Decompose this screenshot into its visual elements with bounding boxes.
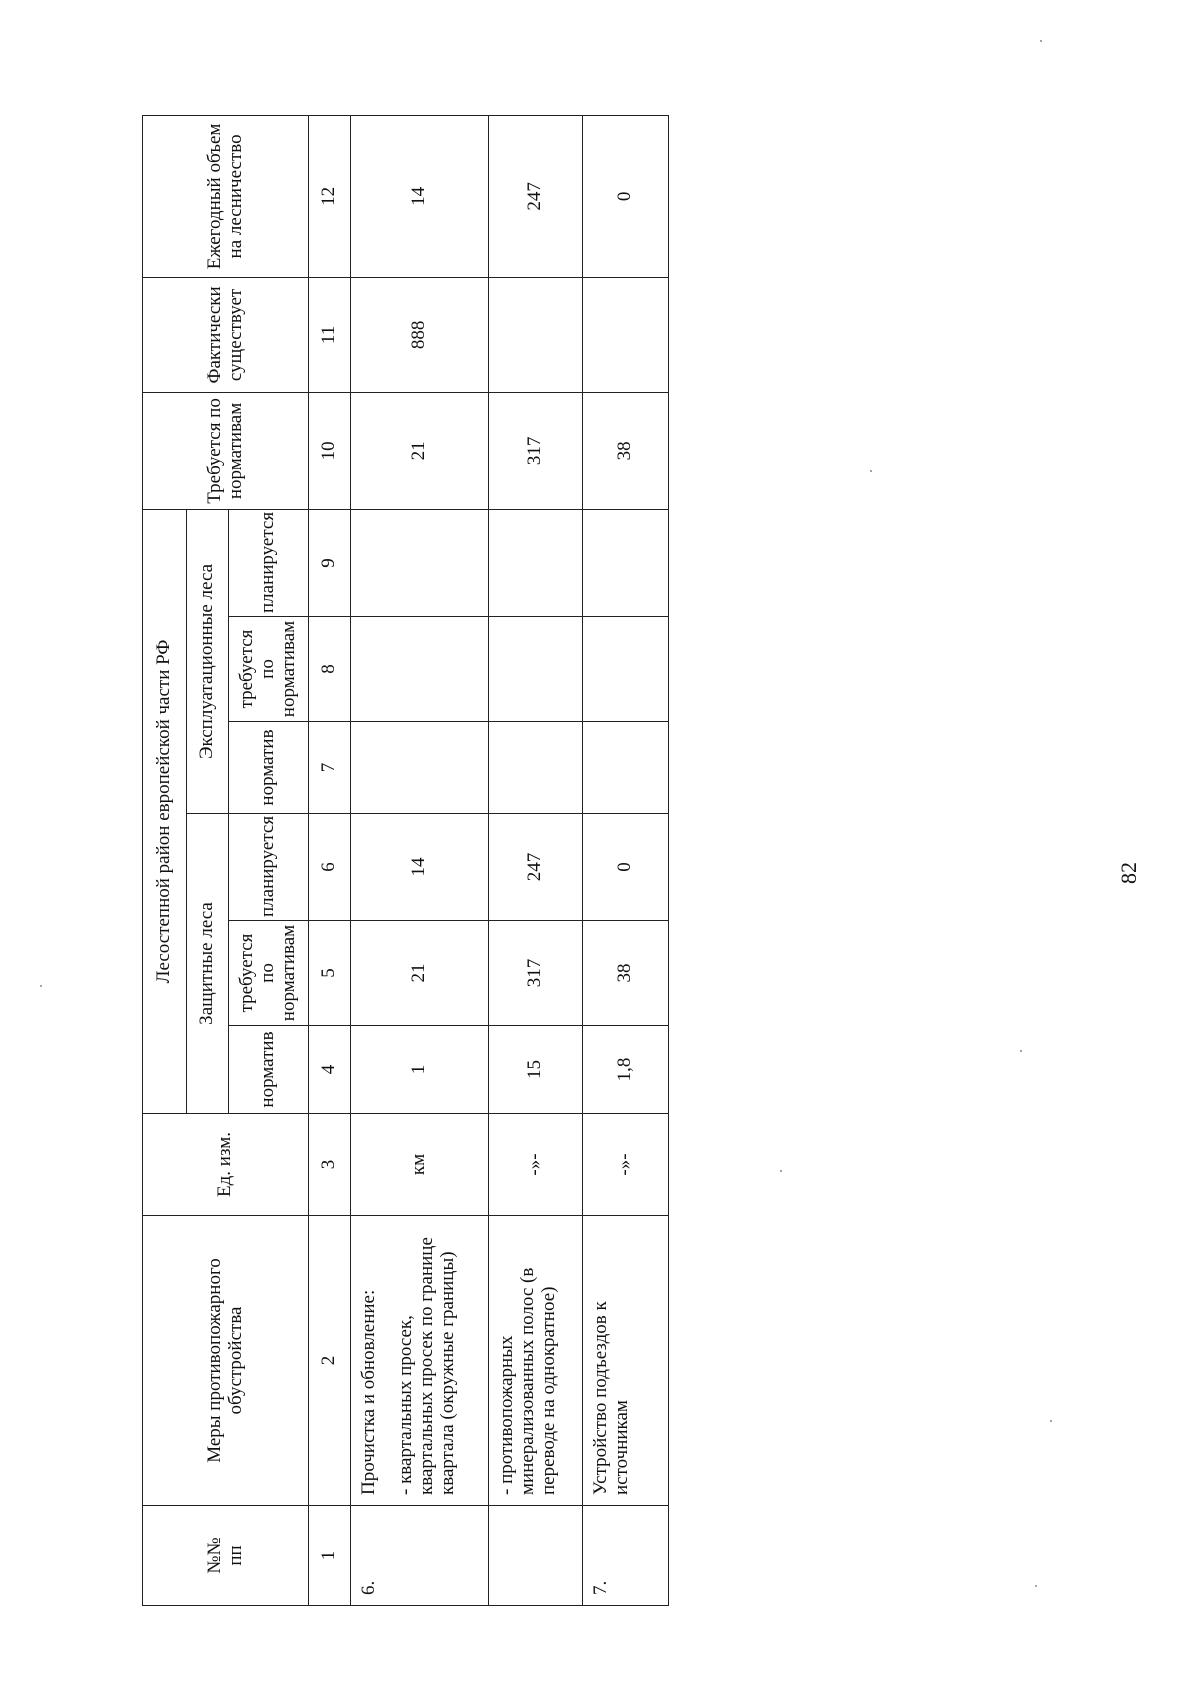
cell-norm-protective: 15 bbox=[489, 1026, 583, 1114]
cell-annual: 0 bbox=[583, 115, 669, 277]
measure-text: - квартальных просек, квартальных просек по границе квартала (окружные границы) bbox=[394, 1237, 458, 1495]
row-measure bbox=[489, 1216, 583, 1506]
col-number: 10 bbox=[309, 392, 351, 509]
cell-annual: 247 bbox=[489, 115, 583, 277]
col-number: 1 bbox=[309, 1506, 351, 1606]
col-number: 2 bbox=[309, 1216, 351, 1506]
col-number: 11 bbox=[309, 277, 351, 392]
header-required-protective: требуется по нормативам bbox=[229, 921, 309, 1026]
row-unit: км bbox=[351, 1114, 489, 1216]
header-planned-protective: планируется bbox=[229, 814, 309, 921]
table-row bbox=[351, 115, 489, 1605]
scan-speck bbox=[870, 470, 872, 472]
header-exploitation: Эксплуатационные леса bbox=[187, 509, 229, 813]
rotated-table-wrapper bbox=[142, 116, 668, 1606]
col-number: 6 bbox=[309, 814, 351, 921]
cell-required-protective: 21 bbox=[351, 921, 489, 1026]
page-number: 82 bbox=[1116, 862, 1141, 884]
cell-planned-exploitation bbox=[351, 509, 489, 616]
cell-norm-exploitation bbox=[583, 722, 669, 814]
cell-norm-exploitation bbox=[351, 722, 489, 814]
header-norm-exploitation: норматив bbox=[229, 722, 309, 814]
measure-title: Прочистка и обновление: bbox=[358, 1289, 379, 1495]
header-num: №№ пп bbox=[143, 1506, 309, 1606]
header-required-exploitation: требуется по нормативам bbox=[229, 617, 309, 722]
row-num: 7. bbox=[583, 1506, 669, 1606]
scan-speck bbox=[1040, 40, 1042, 42]
table-row bbox=[583, 115, 669, 1605]
row-unit: -»- bbox=[583, 1114, 669, 1216]
cell-planned-protective: 247 bbox=[489, 814, 583, 921]
cell-actual bbox=[583, 277, 669, 392]
row-num: 6. bbox=[351, 1506, 489, 1606]
col-number: 7 bbox=[309, 722, 351, 814]
cell-annual: 14 bbox=[351, 115, 489, 277]
col-number: 5 bbox=[309, 921, 351, 1026]
header-unit: Ед. изм. bbox=[143, 1114, 309, 1216]
col-number: 3 bbox=[309, 1114, 351, 1216]
scan-speck bbox=[780, 1170, 782, 1172]
row-unit: -»- bbox=[489, 1114, 583, 1216]
cell-norm-protective: 1,8 bbox=[583, 1026, 669, 1114]
cell-planned-protective: 0 bbox=[583, 814, 669, 921]
cell-required-total: 317 bbox=[489, 392, 583, 509]
row-measure bbox=[583, 1216, 669, 1506]
cell-planned-exploitation bbox=[583, 509, 669, 616]
col-number: 12 bbox=[309, 115, 351, 277]
header-region: Лесостепной район европейской части РФ bbox=[143, 509, 187, 1113]
cell-actual: 888 bbox=[351, 277, 489, 392]
fire-protection-table bbox=[142, 115, 669, 1606]
col-number: 8 bbox=[309, 617, 351, 722]
cell-required-exploitation bbox=[489, 617, 583, 722]
header-planned-exploitation: планируется bbox=[229, 509, 309, 616]
column-number-row bbox=[309, 115, 351, 1605]
measure-text: - противопожарных минерализованных полос (в переводе на однократное) bbox=[496, 1267, 559, 1495]
header-required-total: Требуется по нормативам bbox=[143, 392, 309, 509]
measure-text: Устройство подъездов к источникам bbox=[590, 1301, 632, 1495]
cell-required-total: 38 bbox=[583, 392, 669, 509]
scan-speck bbox=[40, 985, 42, 987]
cell-actual bbox=[489, 277, 583, 392]
header-measures: Меры противопожарного обустройства bbox=[143, 1216, 309, 1506]
cell-required-protective: 317 bbox=[489, 921, 583, 1026]
header-annual: Ежегодный объем на лесничество bbox=[143, 115, 309, 277]
scan-speck bbox=[1035, 1585, 1037, 1587]
col-number: 9 bbox=[309, 509, 351, 616]
cell-required-protective: 38 bbox=[583, 921, 669, 1026]
row-num bbox=[489, 1506, 583, 1606]
header-actual: Фактически существует bbox=[143, 277, 309, 392]
cell-norm-protective: 1 bbox=[351, 1026, 489, 1114]
row-measure bbox=[351, 1216, 489, 1506]
scan-speck bbox=[1020, 1050, 1022, 1052]
cell-planned-exploitation bbox=[489, 509, 583, 616]
cell-planned-protective: 14 bbox=[351, 814, 489, 921]
col-number: 4 bbox=[309, 1026, 351, 1114]
cell-required-total: 21 bbox=[351, 392, 489, 509]
scan-speck bbox=[1050, 1420, 1052, 1422]
cell-required-exploitation bbox=[351, 617, 489, 722]
table-row bbox=[489, 115, 583, 1605]
cell-norm-exploitation bbox=[489, 722, 583, 814]
header-norm-protective: норматив bbox=[229, 1026, 309, 1114]
cell-required-exploitation bbox=[583, 617, 669, 722]
header-protective: Защитные леса bbox=[187, 814, 229, 1114]
